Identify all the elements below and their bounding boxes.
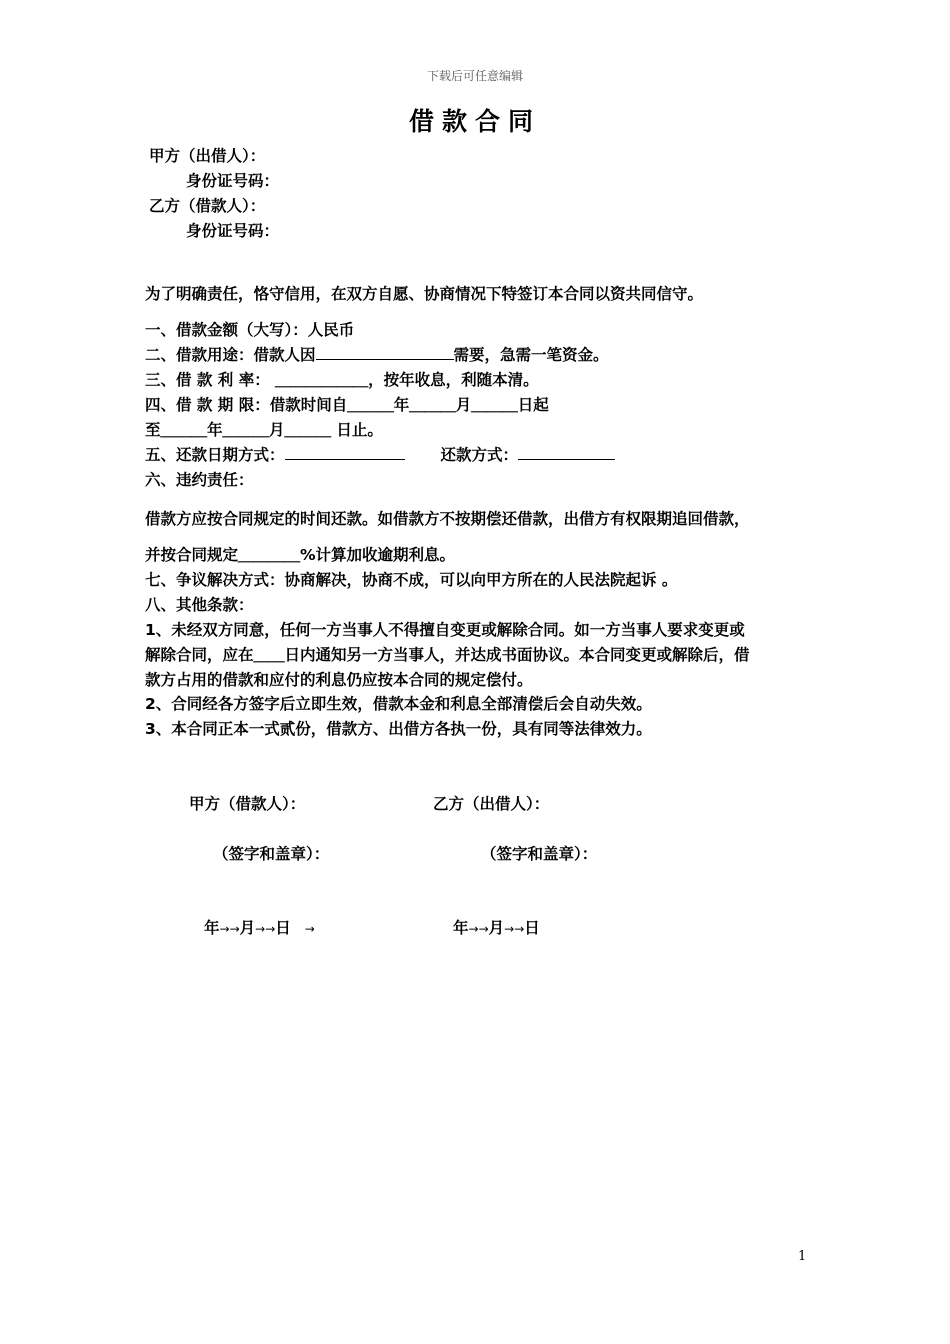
clause-6: 六、违约责任：: [145, 471, 254, 489]
clause-2-part-a: 二、借款用途：借款人因: [145, 346, 316, 364]
clause-4-line-2: 至＿＿＿年＿＿＿月＿＿＿ 日止。: [145, 421, 383, 439]
clause-7: 七、争议解决方式：协商解决，协商不成，可以向甲方所在的人民法院起诉 。: [145, 571, 678, 589]
year-label: 年: [453, 919, 469, 937]
clause-8-1-line-2: 解除合同，应在＿＿日内通知另一方当事人，并达成书面协议。本合同变更或解除后，借: [145, 646, 750, 664]
arrow-icon: →: [229, 922, 240, 936]
arrow-icon: →: [265, 922, 276, 936]
clause-8-3: 3、本合同正本一式贰份，借款方、出借方各执一份，具有同等法律效力。: [145, 720, 652, 738]
intro-text: 为了明确责任，恪守信用，在双方自愿、协商情况下特签订本合同以资共同信守。: [145, 285, 704, 303]
header-note: 下载后可任意编辑: [426, 69, 523, 83]
signature-right-sign: （签字和盖章）：: [481, 845, 598, 863]
repay-date-blank: [285, 445, 405, 460]
lender-id-label: 身份证号码：: [186, 172, 280, 190]
document-title: 借款合同: [408, 107, 541, 136]
month-label: 月: [488, 919, 505, 937]
day-label: 日: [524, 919, 540, 937]
clause-2: [145, 345, 609, 365]
signature-left-party: 甲方（借款人）：: [189, 795, 306, 813]
clause-2-part-b: 需要，急需一笔资金。: [453, 346, 609, 364]
year-label: 年: [204, 919, 220, 937]
signature-right-party: 乙方（出借人）：: [433, 795, 550, 813]
signature-left-sign: （签字和盖章）：: [213, 845, 330, 863]
signature-right-date: [453, 918, 540, 939]
arrow-icon: →: [219, 922, 230, 936]
arrow-icon: →: [478, 922, 489, 936]
clause-5-part-b: 还款方式：: [440, 446, 519, 464]
clause-8-1-line-3: 款方占用的借款和应付的利息仍应按本合同的规定偿付。: [145, 671, 533, 689]
purpose-blank: [316, 345, 454, 360]
signature-left-date: [204, 918, 315, 939]
month-label: 月: [239, 919, 256, 937]
clause-8-2: 2、合同经各方签字后立即生效，借款本金和利息全部清偿后会自动失效。: [145, 695, 652, 713]
clause-6-text-2: 并按合同规定＿＿＿＿%计算加收逾期利息。: [145, 546, 456, 564]
page-number: 1: [798, 1249, 807, 1264]
lender-label: 甲方（出借人）：: [149, 147, 266, 165]
arrow-icon: →: [514, 922, 525, 936]
clause-1: 一、借款金额（大写）：人民币: [145, 321, 355, 339]
arrow-icon: →: [255, 922, 266, 936]
clause-5: [145, 445, 615, 465]
clause-5-part-a: 五、还款日期方式：: [145, 446, 285, 464]
clause-6-text: 借款方应按合同规定的时间还款。如借款方不按期偿还借款，出借方有权限期追回借款，: [145, 510, 750, 528]
borrower-label: 乙方（借款人）：: [149, 197, 266, 215]
clause-8-1-line-1: 1、未经双方同意，任何一方当事人不得擅自变更或解除合同。如一方当事人要求变更或: [145, 621, 745, 639]
arrow-icon: →: [504, 922, 515, 936]
borrower-id-label: 身份证号码：: [186, 222, 280, 240]
clause-8: 八、其他条款：: [145, 596, 254, 614]
day-label: 日: [275, 919, 291, 937]
clause-4-line-1: 四、借 款 期 限：借款时间自＿＿＿年＿＿＿月＿＿＿日起: [145, 396, 549, 414]
repay-method-blank: [518, 445, 615, 460]
arrow-icon: →: [304, 922, 315, 936]
arrow-icon: →: [468, 922, 479, 936]
clause-3: 三、借 款 利 率： ＿＿＿＿＿＿，按年收息，利随本清。: [145, 371, 539, 389]
